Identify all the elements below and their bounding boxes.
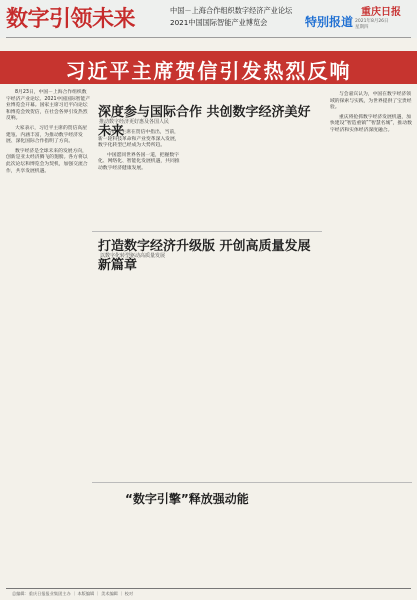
section-heading-1: 深度参与国际合作 共创数字经济美好未来 — [98, 105, 311, 139]
meta-date: 2021年8月26日 — [355, 19, 389, 24]
footer-divider — [6, 588, 411, 589]
main-headline: 习近平主席贺信引发热烈反响 — [65, 59, 352, 83]
paragraph: 与会嘉宾认为，中国在数字经济领域的探索与实践，为世界提供了宝贵经验。 — [330, 92, 412, 111]
paragraph: 习近平主席在贺信中指出，当前，新一轮科技革命和产业变革深入发展，数字化转型已经成为大势所趋。 — [98, 130, 180, 149]
paragraph: 大家表示，习近平主席的贺信高屋建瓴、内涵丰富，为推动数字经济发展、深化国际合作指明了方向。 — [6, 125, 87, 145]
footer-credits: 总编辑：重庆日报报业集团主办 ｜ 本版编辑 ｜ 美术编辑 ｜ 校对 — [12, 591, 134, 596]
paragraph: 重庆将抢抓数字经济发展机遇，加快建设“智造重镇”“智慧名城”，推动数字经济和实体经济深度融合。 — [330, 114, 412, 133]
section-subheading-1: 推动数字经济更好惠及各国人民 — [99, 119, 170, 125]
page-footer — [0, 584, 417, 600]
section-divider — [92, 231, 322, 232]
meta-weekday: 星期四 — [355, 25, 369, 30]
section-heading-2: 打造数字经济升级版 开创高质量发展新篇章 — [98, 239, 311, 273]
paragraph: 中国愿同世界各国一道，把握数字化、网络化、智能化发展机遇，共同推动数字经济健康发展。 — [98, 152, 180, 171]
header-divider — [6, 37, 411, 38]
article-column-left — [6, 90, 91, 178]
paragraph: 数字经济是全球未来的发展方向，创新是亚太经济腾飞的翅膀。各方将以此次论坛和博览会为契机，加强交流合作，共享发展机遇。 — [6, 148, 88, 174]
section-subheading-2: 以数字化转型驱动高质量发展 — [100, 253, 166, 259]
forum-line-1: 中国－上海合作组织数字经济产业论坛 — [170, 6, 293, 15]
article-column-mid — [98, 130, 183, 176]
forum-info — [170, 5, 310, 29]
newspaper-header — [0, 0, 417, 38]
section-heading-3: “数字引擎”释放强动能 — [125, 492, 249, 506]
page-meta — [355, 19, 413, 31]
forum-line-2: 2021中国国际智能产业博览会 — [170, 18, 268, 27]
brand-title: 数字引领未来 — [6, 7, 136, 32]
paragraph: 8月23日，中国－上海合作组织数字经济产业论坛、2021中国国际智能产业博览会开幕。国家主席习近平向论坛和博览会致贺信，在社会各界引发热烈反响。 — [6, 90, 91, 122]
article-column-right — [330, 92, 412, 138]
special-report-label: 特别报道 — [305, 15, 354, 29]
main-headline-banner — [0, 51, 417, 84]
masthead-logo: 重庆日报 — [361, 7, 401, 18]
section-divider — [92, 482, 412, 483]
